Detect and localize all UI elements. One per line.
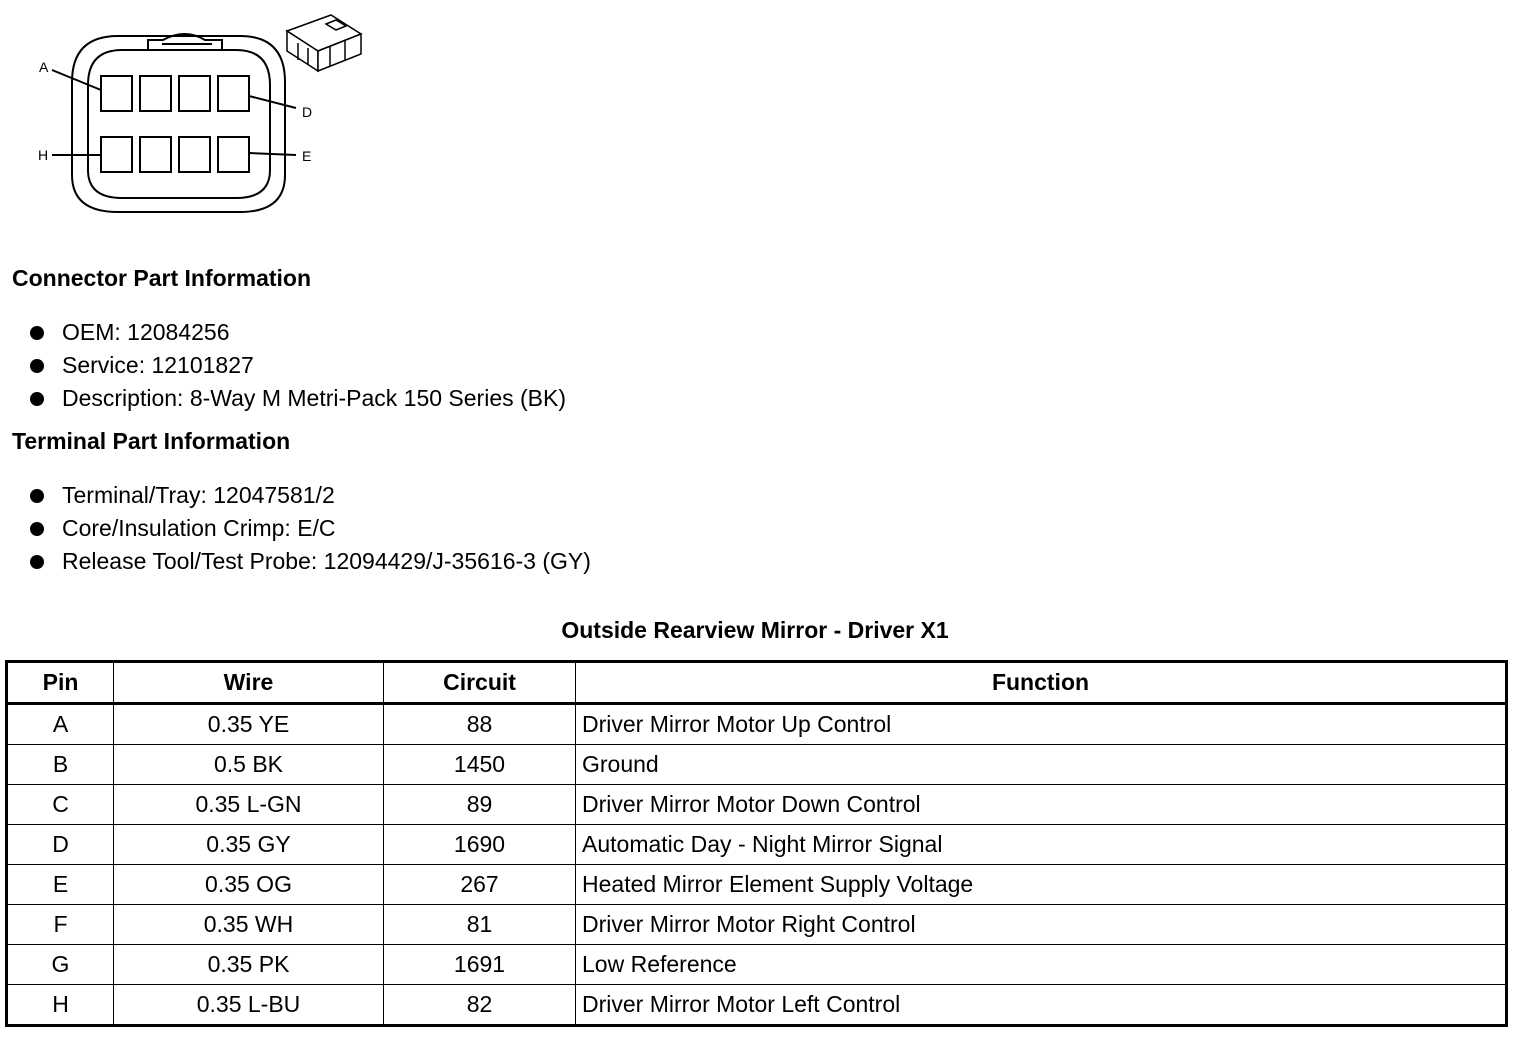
cell-circuit: 89 [384,785,576,825]
cell-circuit: 1690 [384,825,576,865]
table-row [7,785,1507,825]
cell-pin: C [7,785,114,825]
pin-label-d: D [302,104,313,120]
cell-circuit: 81 [384,905,576,945]
cell-wire: 0.35 PK [114,945,384,985]
list-item [26,512,591,545]
table-row [7,905,1507,945]
cell-pin: B [7,745,114,785]
cell-wire: 0.35 OG [114,865,384,905]
bullet-icon [30,522,44,536]
list-item-text: Core/Insulation Crimp: E/C [62,515,336,541]
column-header-circuit: Circuit [384,662,576,704]
cell-function: Ground [576,745,1507,785]
cell-circuit: 1450 [384,745,576,785]
cell-circuit: 267 [384,865,576,905]
cell-function: Low Reference [576,945,1507,985]
list-item [26,545,591,578]
list-item-text: Service: 12101827 [62,352,254,378]
cell-wire: 0.35 WH [114,905,384,945]
cell-function: Driver Mirror Motor Left Control [576,985,1507,1026]
list-item [26,479,591,512]
cell-circuit: 1691 [384,945,576,985]
table-row [7,985,1507,1026]
table-row [7,745,1507,785]
list-item-text: Release Tool/Test Probe: 12094429/J-35616-3 (GY) [62,548,591,574]
pin-label-e: E [302,148,312,164]
table-row [7,704,1507,745]
bullet-icon [30,489,44,503]
table-row [7,945,1507,985]
cell-function: Driver Mirror Motor Right Control [576,905,1507,945]
cell-function: Automatic Day - Night Mirror Signal [576,825,1507,865]
cell-function: Heated Mirror Element Supply Voltage [576,865,1507,905]
connector-face-diagram [30,10,380,220]
table-row [7,865,1507,905]
cell-wire: 0.35 L-BU [114,985,384,1026]
cell-wire: 0.35 YE [114,704,384,745]
bullet-icon [30,326,44,340]
cell-wire: 0.5 BK [114,745,384,785]
bullet-icon [30,392,44,406]
cell-pin: H [7,985,114,1026]
cell-wire: 0.35 GY [114,825,384,865]
cell-function: Driver Mirror Motor Up Control [576,704,1507,745]
table-title: Outside Rearview Mirror - Driver X1 [561,617,949,643]
column-header-pin: Pin [7,662,114,704]
cell-function: Driver Mirror Motor Down Control [576,785,1507,825]
pinout-table [5,660,1508,1027]
column-header-function: Function [576,662,1507,704]
cell-circuit: 88 [384,704,576,745]
list-item-text: Description: 8-Way M Metri-Pack 150 Series (BK) [62,385,567,411]
cell-pin: D [7,825,114,865]
column-header-wire: Wire [114,662,384,704]
cell-pin: F [7,905,114,945]
connector-info-list [26,316,566,415]
table-row [7,825,1507,865]
connector-info-heading: Connector Part Information [12,265,312,291]
list-item [26,316,566,349]
terminal-info-list [26,479,591,578]
list-item-text: Terminal/Tray: 12047581/2 [62,482,335,508]
cell-wire: 0.35 L-GN [114,785,384,825]
cell-circuit: 82 [384,985,576,1026]
cell-pin: G [7,945,114,985]
pin-label-h: H [38,147,49,163]
terminal-info-heading: Terminal Part Information [12,428,291,454]
list-item-text: OEM: 12084256 [62,319,230,345]
pin-label-a: A [39,59,49,75]
bullet-icon [30,555,44,569]
bullet-icon [30,359,44,373]
list-item [26,382,566,415]
list-item [26,349,566,382]
cell-pin: A [7,704,114,745]
cell-pin: E [7,865,114,905]
table-header-row [7,662,1507,704]
